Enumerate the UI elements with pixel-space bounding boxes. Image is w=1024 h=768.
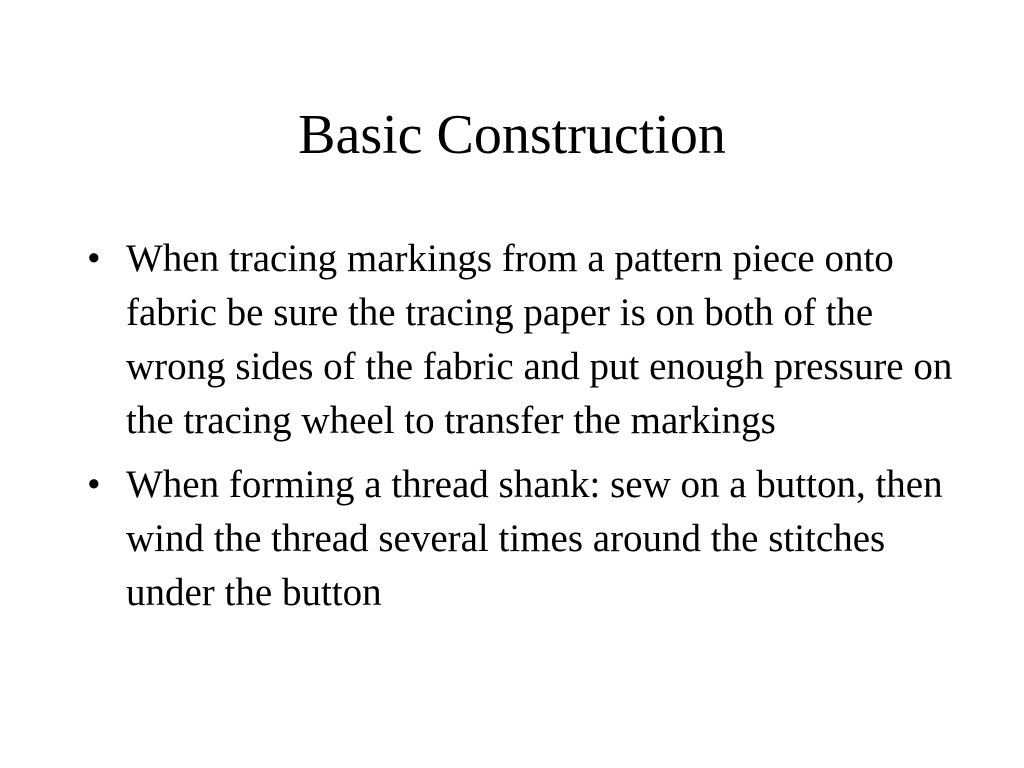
- bullet-list: [85, 232, 955, 630]
- bullet-marker: •: [87, 463, 101, 506]
- bullet-item: [85, 232, 955, 448]
- slide-title: Basic Construction: [298, 104, 726, 166]
- bullet-text: When tracing markings from a pattern piece onto fabric be sure the tracing paper is on both of the wrong sides of the fabric and put enough pressure on the tracing wheel to transfer the markings: [126, 237, 953, 442]
- bullet-item: [85, 458, 955, 620]
- bullet-text: When forming a thread shank: sew on a button, then wind the thread several times around the stitches under the button: [126, 463, 943, 614]
- bullet-marker: •: [87, 237, 101, 280]
